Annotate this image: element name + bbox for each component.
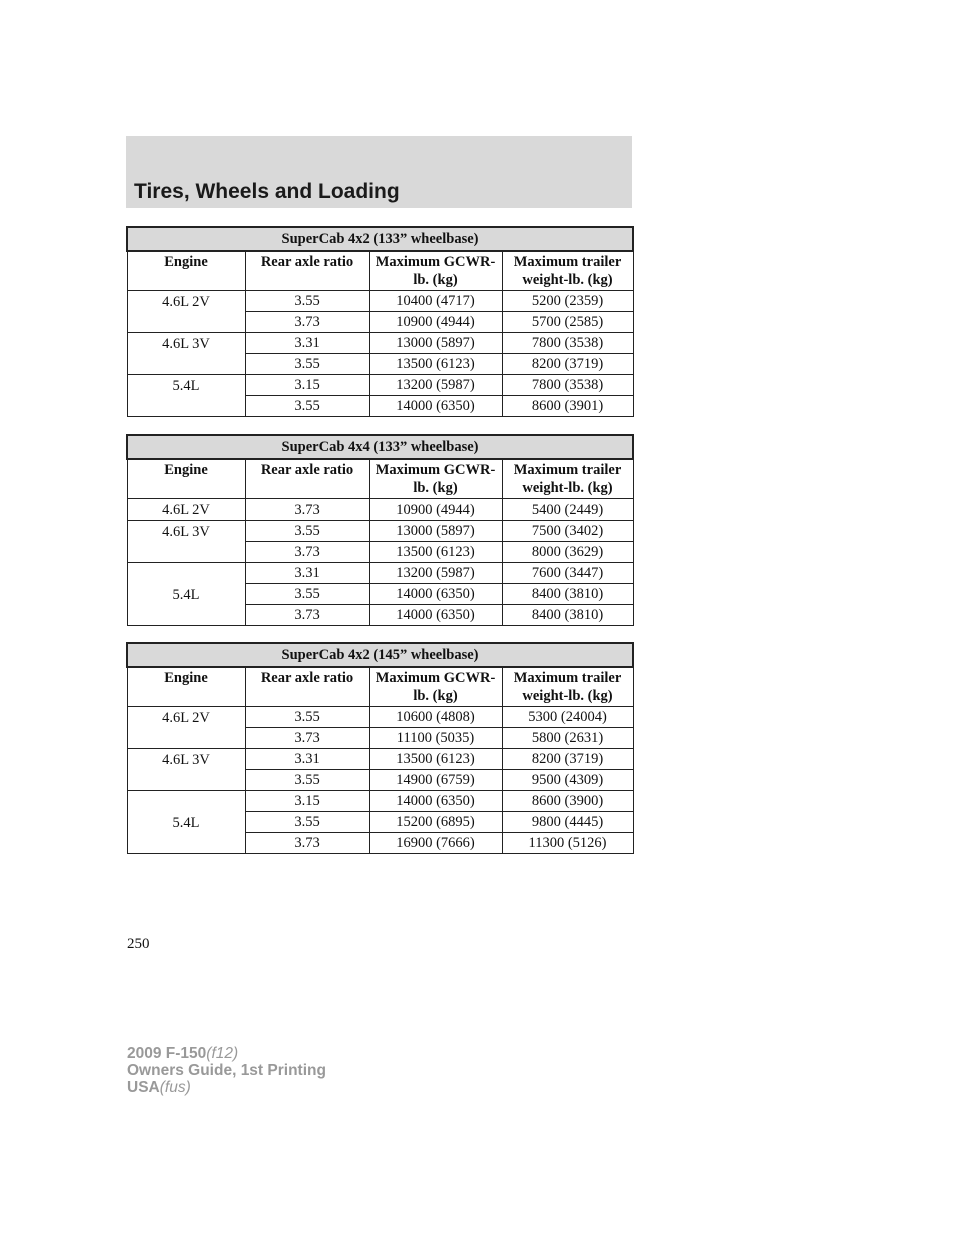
axle-ratio-cell: 3.55 <box>245 291 369 312</box>
gcwr-cell: 10900 (4944) <box>369 499 502 521</box>
column-header-row <box>127 459 633 499</box>
axle-ratio-cell: 3.15 <box>245 791 369 812</box>
table-row <box>127 707 633 728</box>
column-header: Rear axle ratio <box>245 459 369 499</box>
table-row <box>127 333 633 354</box>
footer-market: USA <box>127 1079 160 1096</box>
table-title-row <box>127 643 633 667</box>
trailer-weight-cell: 5400 (2449) <box>502 499 633 521</box>
footer-model: 2009 F-150 <box>127 1045 207 1062</box>
column-header: Rear axle ratio <box>245 667 369 707</box>
engine-cell: 4.6L 3V <box>127 749 245 791</box>
table-title: SuperCab 4x2 (133” wheelbase) <box>127 227 633 251</box>
column-header: Maximum trailer weight-lb. (kg) <box>502 459 633 499</box>
axle-ratio-cell: 3.55 <box>245 812 369 833</box>
page-number: 250 <box>127 936 150 952</box>
column-header: Maximum GCWR-lb. (kg) <box>369 667 502 707</box>
trailer-weight-cell: 5300 (24004) <box>502 707 633 728</box>
gcwr-cell: 13200 (5987) <box>369 375 502 396</box>
trailer-weight-cell: 5200 (2359) <box>502 291 633 312</box>
table-title-row <box>127 435 633 459</box>
trailer-weight-cell: 8600 (3900) <box>502 791 633 812</box>
gcwr-cell: 13500 (6123) <box>369 749 502 770</box>
gcwr-cell: 13000 (5897) <box>369 521 502 542</box>
trailer-weight-cell: 8400 (3810) <box>502 584 633 605</box>
towing-table <box>126 226 634 417</box>
trailer-weight-cell: 8000 (3629) <box>502 542 633 563</box>
gcwr-cell: 11100 (5035) <box>369 728 502 749</box>
table-title: SuperCab 4x4 (133” wheelbase) <box>127 435 633 459</box>
engine-cell: 5.4L <box>127 563 245 626</box>
towing-table <box>126 642 634 854</box>
axle-ratio-cell: 3.73 <box>245 542 369 563</box>
axle-ratio-cell: 3.55 <box>245 770 369 791</box>
gcwr-cell: 14000 (6350) <box>369 396 502 417</box>
axle-ratio-cell: 3.73 <box>245 499 369 521</box>
engine-cell: 4.6L 2V <box>127 499 245 521</box>
trailer-weight-cell: 9500 (4309) <box>502 770 633 791</box>
trailer-weight-cell: 5800 (2631) <box>502 728 633 749</box>
axle-ratio-cell: 3.55 <box>245 354 369 375</box>
footer-model-code: (f12) <box>206 1045 239 1062</box>
table-row <box>127 563 633 584</box>
axle-ratio-cell: 3.55 <box>245 707 369 728</box>
trailer-weight-cell: 8400 (3810) <box>502 605 633 626</box>
gcwr-cell: 15200 (6895) <box>369 812 502 833</box>
gcwr-cell: 14000 (6350) <box>369 605 502 626</box>
trailer-weight-cell: 7500 (3402) <box>502 521 633 542</box>
column-header: Maximum GCWR-lb. (kg) <box>369 251 502 291</box>
gcwr-cell: 13000 (5897) <box>369 333 502 354</box>
trailer-weight-cell: 11300 (5126) <box>502 833 633 854</box>
column-header: Engine <box>127 667 245 707</box>
column-header: Maximum GCWR-lb. (kg) <box>369 459 502 499</box>
table-row <box>127 499 633 521</box>
gcwr-cell: 10400 (4717) <box>369 291 502 312</box>
trailer-weight-cell: 7800 (3538) <box>502 333 633 354</box>
gcwr-cell: 10900 (4944) <box>369 312 502 333</box>
trailer-weight-cell: 7800 (3538) <box>502 375 633 396</box>
axle-ratio-cell: 3.55 <box>245 584 369 605</box>
print-footer <box>127 1045 326 1096</box>
section-header-band <box>126 136 632 208</box>
trailer-weight-cell: 5700 (2585) <box>502 312 633 333</box>
gcwr-cell: 16900 (7666) <box>369 833 502 854</box>
gcwr-cell: 13500 (6123) <box>369 542 502 563</box>
column-header: Rear axle ratio <box>245 251 369 291</box>
towing-table <box>126 434 634 626</box>
trailer-weight-cell: 9800 (4445) <box>502 812 633 833</box>
section-title: Tires, Wheels and Loading <box>134 180 400 203</box>
axle-ratio-cell: 3.55 <box>245 521 369 542</box>
axle-ratio-cell: 3.55 <box>245 396 369 417</box>
axle-ratio-cell: 3.73 <box>245 833 369 854</box>
gcwr-cell: 10600 (4808) <box>369 707 502 728</box>
footer-printing: Owners Guide, 1st Printing <box>127 1062 326 1079</box>
trailer-weight-cell: 7600 (3447) <box>502 563 633 584</box>
axle-ratio-cell: 3.73 <box>245 605 369 626</box>
engine-cell: 5.4L <box>127 791 245 854</box>
table-title: SuperCab 4x2 (145” wheelbase) <box>127 643 633 667</box>
trailer-weight-cell: 8200 (3719) <box>502 749 633 770</box>
engine-cell: 5.4L <box>127 375 245 417</box>
trailer-weight-cell: 8600 (3901) <box>502 396 633 417</box>
engine-cell: 4.6L 2V <box>127 291 245 333</box>
engine-cell: 4.6L 3V <box>127 333 245 375</box>
axle-ratio-cell: 3.31 <box>245 563 369 584</box>
axle-ratio-cell: 3.31 <box>245 333 369 354</box>
gcwr-cell: 14000 (6350) <box>369 584 502 605</box>
gcwr-cell: 14900 (6759) <box>369 770 502 791</box>
engine-cell: 4.6L 3V <box>127 521 245 563</box>
axle-ratio-cell: 3.31 <box>245 749 369 770</box>
table-row <box>127 375 633 396</box>
table-title-row <box>127 227 633 251</box>
column-header: Maximum trailer weight-lb. (kg) <box>502 251 633 291</box>
table-row <box>127 291 633 312</box>
column-header: Engine <box>127 459 245 499</box>
engine-cell: 4.6L 2V <box>127 707 245 749</box>
column-header-row <box>127 667 633 707</box>
axle-ratio-cell: 3.73 <box>245 728 369 749</box>
gcwr-cell: 13200 (5987) <box>369 563 502 584</box>
axle-ratio-cell: 3.73 <box>245 312 369 333</box>
table-row <box>127 749 633 770</box>
gcwr-cell: 14000 (6350) <box>369 791 502 812</box>
footer-market-code: (fus) <box>159 1079 191 1096</box>
column-header: Maximum trailer weight-lb. (kg) <box>502 667 633 707</box>
column-header: Engine <box>127 251 245 291</box>
column-header-row <box>127 251 633 291</box>
table-row <box>127 521 633 542</box>
trailer-weight-cell: 8200 (3719) <box>502 354 633 375</box>
table-row <box>127 791 633 812</box>
axle-ratio-cell: 3.15 <box>245 375 369 396</box>
gcwr-cell: 13500 (6123) <box>369 354 502 375</box>
